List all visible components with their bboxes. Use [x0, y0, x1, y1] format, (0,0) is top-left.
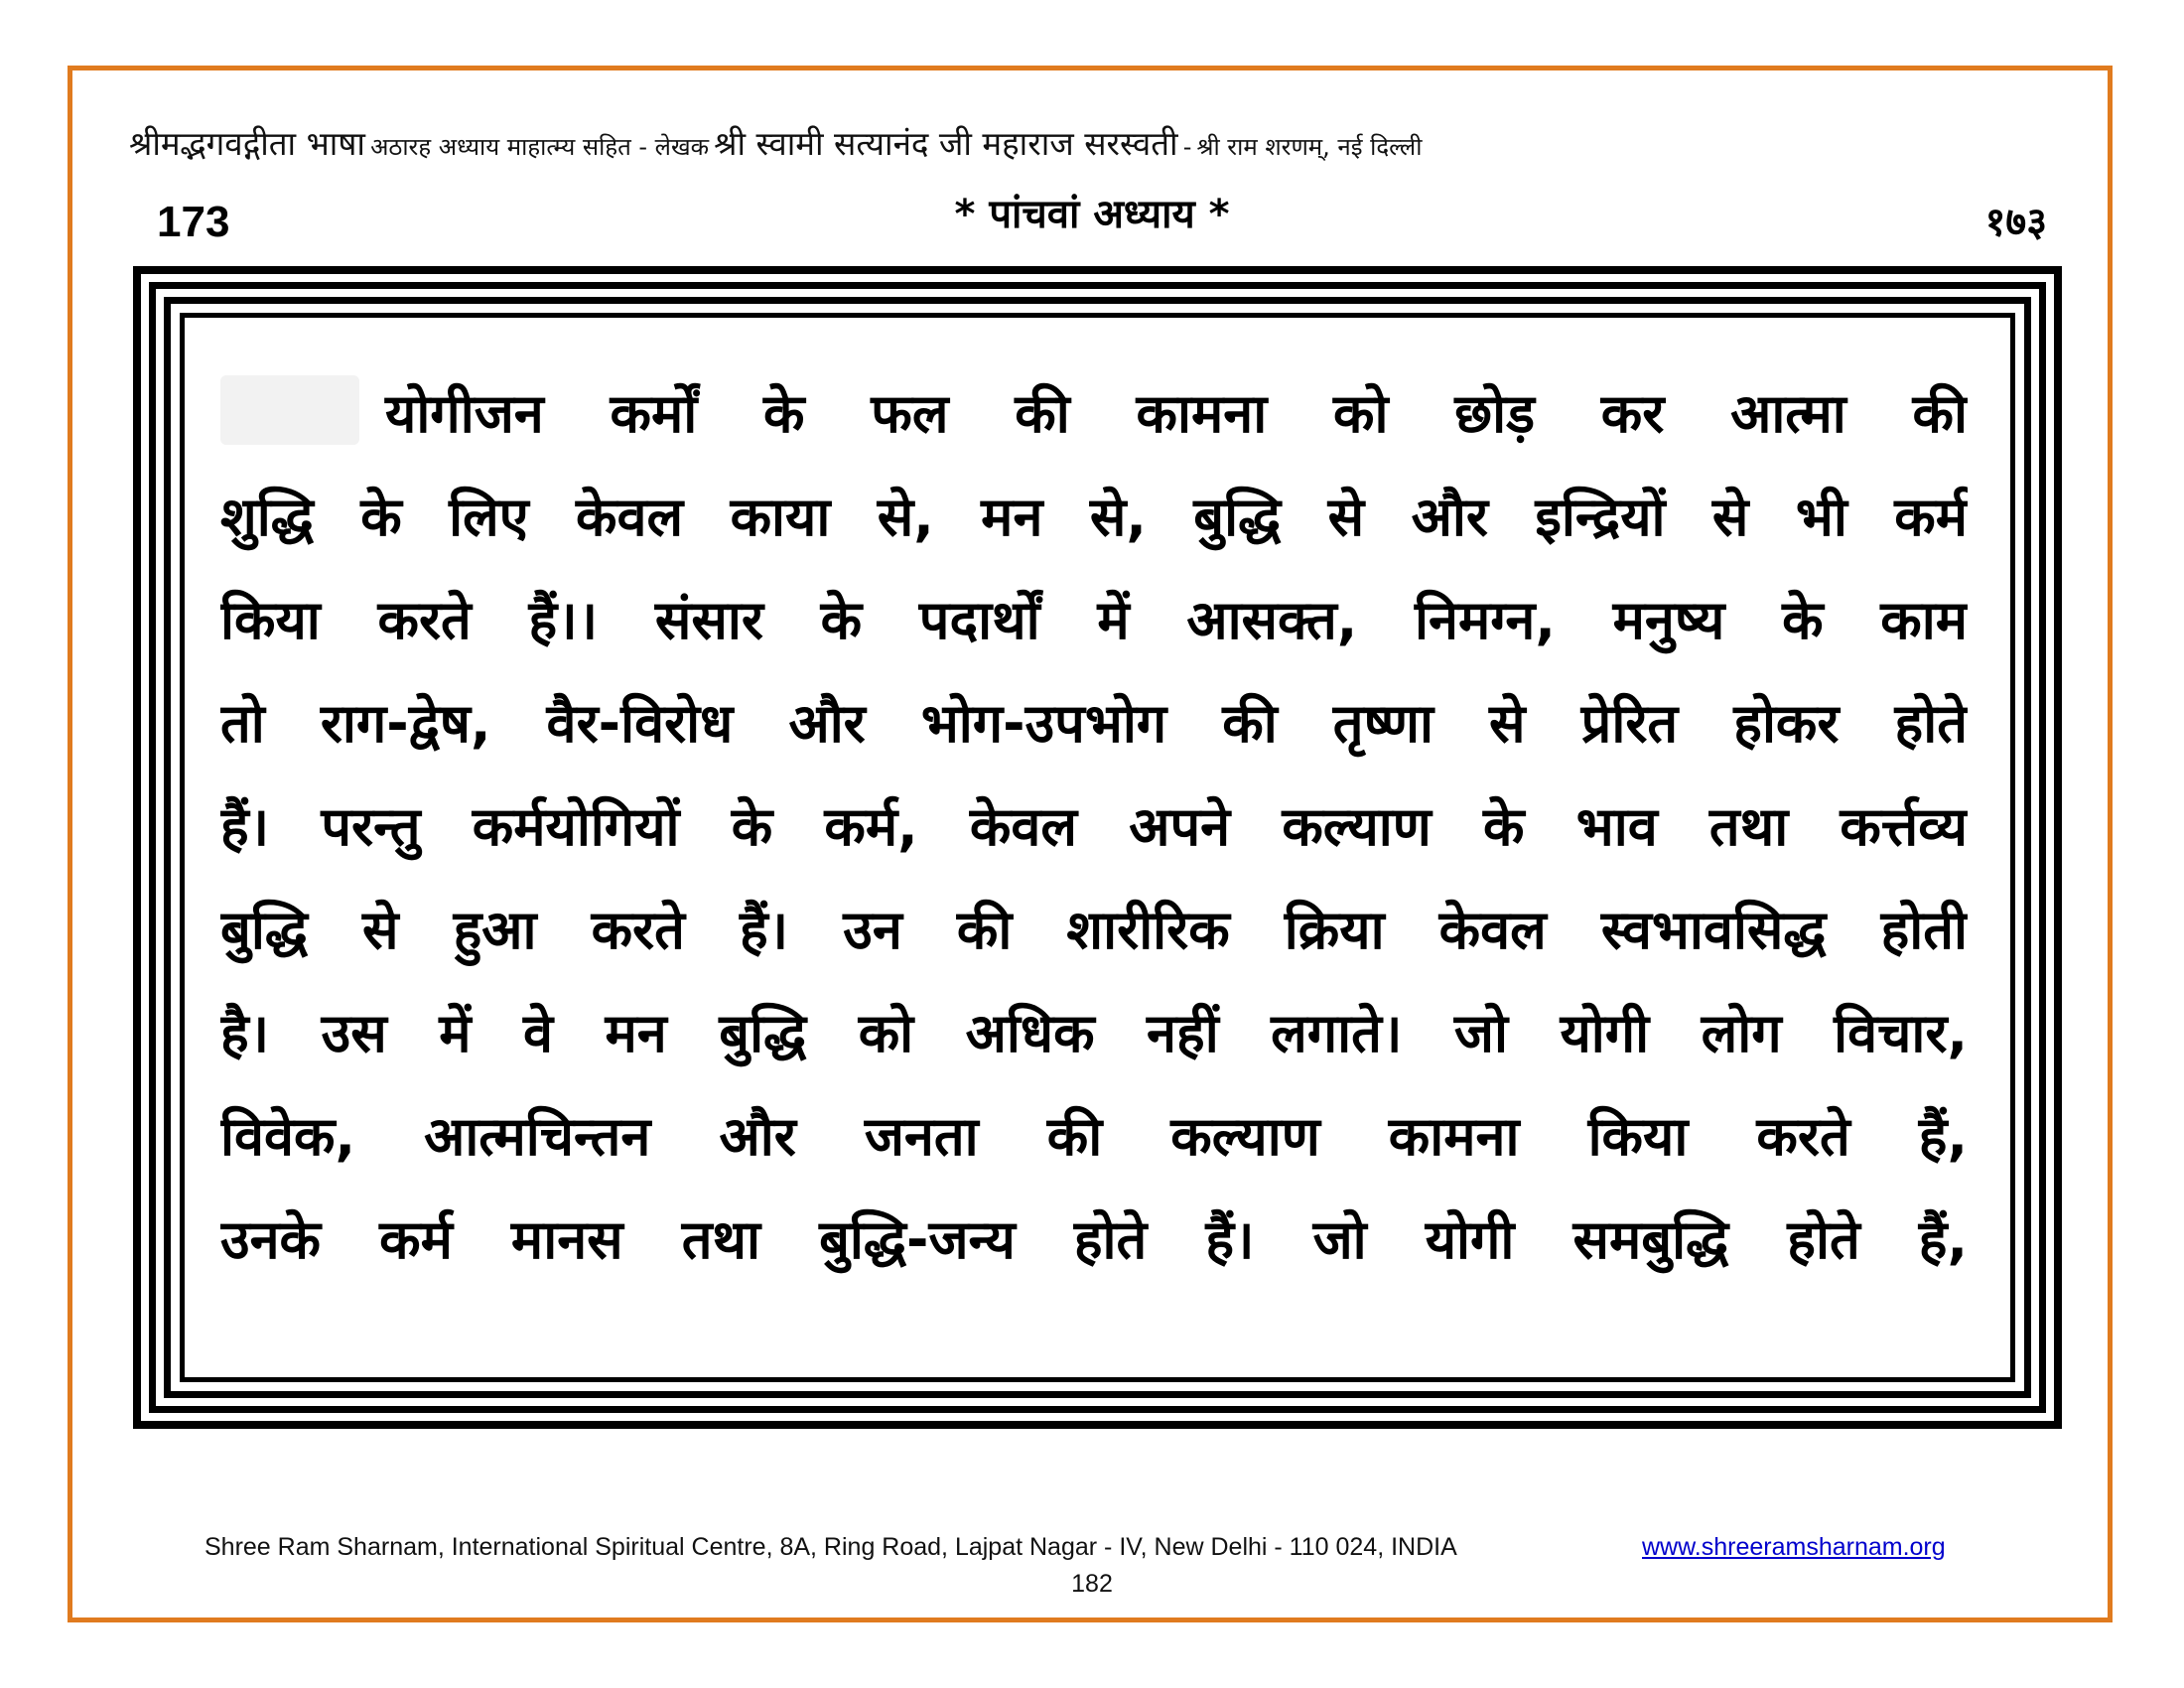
footer-address: Shree Ram Sharnam, International Spiritual Centre, 8A, Ring Road, Lajpat Nagar - IV, New Delhi - 110 024, INDIA — [205, 1533, 1457, 1561]
page-number-arabic: 173 — [157, 198, 230, 246]
publisher-name: श्री राम शरणम्, नई दिल्ली — [1196, 133, 1423, 161]
text-line: बुद्धि से हुआ करते हैं। उन की शारीरिक क्रिया केवल स्वभावसिद्ध होती — [220, 899, 1968, 961]
header-separator: - — [1182, 133, 1192, 161]
text-line: तो राग-द्वेष, वैर-विरोध और भोग-उपभोग की तृष्णा से प्रेरित होकर होते — [220, 692, 1968, 755]
text-line: किया करते हैं।। संसार के पदार्थों में आसक्त, निमग्न, मनुष्य के काम — [220, 589, 1968, 651]
author-name: श्री स्वामी सत्यानंद जी महाराज सरस्वती — [714, 124, 1178, 163]
page-number-devanagari: १७३ — [1984, 200, 2047, 245]
footer-page-number: 182 — [1071, 1570, 1113, 1598]
text-line: हैं। परन्तु कर्मयोगियों के कर्म, केवल अपने कल्याण के भाव तथा कर्त्तव्य — [220, 795, 1968, 858]
text-line: शुद्धि के लिए केवल काया से, मन से, बुद्धि से और इन्द्रियों से भी कर्म — [220, 486, 1968, 548]
text-line: विवेक, आत्मचिन्तन और जनता की कल्याण कामना किया करते हैं, — [220, 1105, 1968, 1168]
verse-commentary-text — [220, 362, 1968, 1292]
text-line: उनके कर्म मानस तथा बुद्धि-जन्य होते हैं। जो योगी समबुद्धि होते हैं, — [220, 1208, 1968, 1271]
book-subtitle: अठारह अध्याय माहात्म्य सहित - लेखक — [370, 133, 710, 161]
book-title: श्रीमद्भगवद्गीता भाषा — [129, 124, 365, 163]
text-line: योगीजन कर्मों के फल की कामना को छोड़ कर आत्मा की — [385, 382, 1968, 445]
website-link[interactable]: www.shreeramsharnam.org — [1642, 1533, 1946, 1561]
text-line: है। उस में वे मन बुद्धि को अधिक नहीं लगाते। जो योगी लोग विचार, — [220, 1002, 1968, 1064]
chapter-title: * पांचवां अध्याय * — [954, 192, 1230, 237]
running-header — [129, 119, 2055, 169]
footer-address-line — [205, 1529, 1991, 1565]
